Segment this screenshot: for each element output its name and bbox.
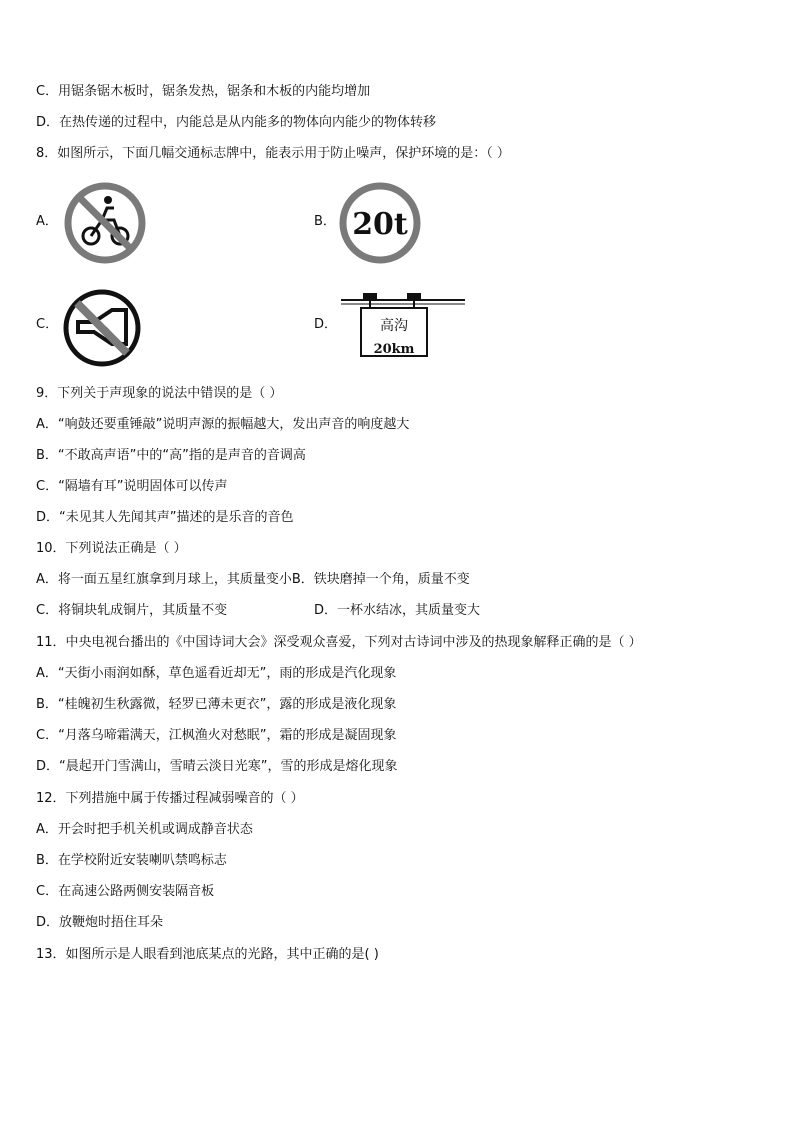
q8-option-c-label: C． <box>36 317 59 332</box>
q11-option-a: A．“天街小雨润如酥，草色遥看近却无”，雨的形成是汽化现象 <box>36 666 397 681</box>
q7-option-c: C．用锯条锯木板时，锯条发热，锯条和木板的内能均增加 <box>36 84 371 99</box>
q10-options-ab: A．将一面五星红旗拿到月球上，其质量变小B．铁块磨掉一个角，质量不变 <box>36 572 470 587</box>
q10-stem: 10．下列说法正确是（ ） <box>36 541 187 556</box>
q12-option-a: A．开会时把手机关机或调成静音状态 <box>36 822 253 837</box>
q10-option-c: C．将铜块轧成铜片，其质量不变 <box>36 603 228 618</box>
q10-option-d: D．一杯水结冰，其质量变大 <box>314 603 481 618</box>
q12-option-d: D．放鞭炮时捂住耳朵 <box>36 915 164 930</box>
q8-option-b-label: B． <box>314 214 336 229</box>
q11-stem: 11．中央电视台播出的《中国诗词大会》深受观众喜爱，下列对古诗词中涉及的热现象解释正确的是（ ） <box>36 635 642 650</box>
q11-option-c: C．“月落乌啼霜满天，江枫渔火对愁眠”，霜的形成是凝固现象 <box>36 728 397 743</box>
q9-option-b: B．“不敢高声语”中的“高”指的是声音的音调高 <box>36 448 306 463</box>
q11-option-b: B．“桂魄初生秋露微，轻罗已薄未更衣”，露的形成是液化现象 <box>36 697 397 712</box>
weight-limit-sign-icon <box>337 180 423 266</box>
q12-option-c: C．在高速公路两侧安装隔音板 <box>36 884 215 899</box>
q11-option-d: D．“晨起开门雪满山，雪晴云淡日光寒”，雪的形成是熔化现象 <box>36 759 398 774</box>
q12-option-b: B．在学校附近安装喇叭禁鸣标志 <box>36 853 227 868</box>
q9-option-a: A．“响鼓还要重锤敲”说明声源的振幅越大，发出声音的响度越大 <box>36 417 410 432</box>
q8-option-d-label: D． <box>314 317 338 332</box>
sign-distance: 20km <box>373 342 415 357</box>
q7-option-d: D．在热传递的过程中，内能总是从内能多的物体向内能少的物体转移 <box>36 115 437 130</box>
q9-stem: 9．下列关于声现象的说法中错误的是（ ） <box>36 386 283 401</box>
q9-option-c: C．“隔墙有耳”说明固体可以传声 <box>36 479 228 494</box>
q12-stem: 12．下列措施中属于传播过程减弱噪音的（ ） <box>36 791 304 806</box>
sign-place-name: 高沟 <box>380 318 408 334</box>
q13-stem: 13．如图所示是人眼看到池底某点的光路，其中正确的是( ) <box>36 947 379 962</box>
distance-sign-icon <box>341 291 465 357</box>
no-motorcycle-sign-icon <box>62 180 148 266</box>
q8-option-a-label: A． <box>36 214 58 229</box>
q8-stem: 8．如图所示，下面几幅交通标志牌中，能表示用于防止噪声，保护环境的是：（ ） <box>36 146 510 161</box>
weight-limit-text: 20t <box>352 207 408 242</box>
no-horn-sign-icon <box>60 286 144 370</box>
q9-option-d: D．“未见其人先闻其声”描述的是乐音的音色 <box>36 510 294 525</box>
